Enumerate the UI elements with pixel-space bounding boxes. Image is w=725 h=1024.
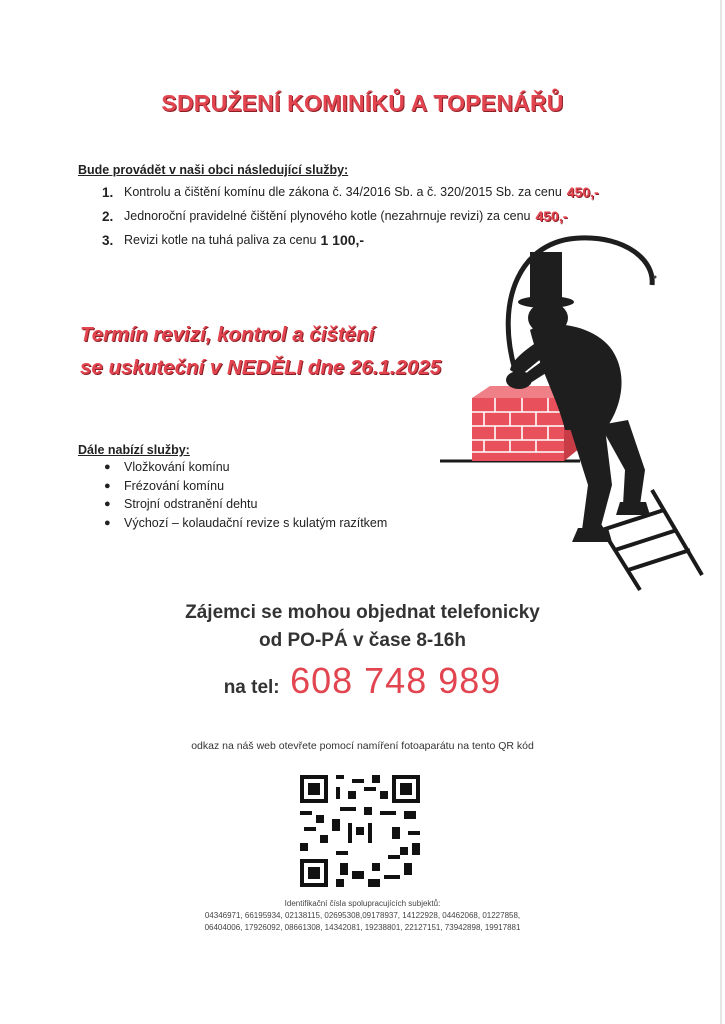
term-announcement: Termín revizí, kontrol a čištění se uskuteční v NEDĚLI dne 26.1.2025	[80, 323, 442, 379]
partner-ids: Identifikační čísla spolupracujících subjektů: 04346971, 66195934, 02138115, 02695308,09178937, 14122928, 04462068, 01227858, 06404006, 17926092, 08661308, 14342081, 19238801, 22127151, 73942898, 19917881	[204, 899, 521, 932]
services-heading: Bude provádět v naši obci následující služby:	[78, 163, 349, 177]
phone-number: 608 748 989	[290, 660, 502, 701]
contact-line-1: Zájemci se mohou objednat telefonicky	[185, 602, 540, 623]
contact-line-2: od PO-PÁ v čase 8-16h	[259, 630, 466, 651]
chimney-sweep-illustration	[440, 230, 705, 595]
service-item: 3. Revizi kotle na tuhá paliva za cenu 1 100,-	[102, 232, 365, 248]
price-badge: 450,-	[535, 208, 568, 224]
page-edge	[720, 0, 722, 1024]
list-item: ● Frézování komínu	[104, 478, 225, 493]
price-badge: 450,-	[566, 184, 599, 200]
service-item: 2. Jednoroční pravidelné čištění plynového kotle (nezahrnuje revizi) za cenu 450,-	[102, 208, 568, 224]
service-item: 1. Kontrolu a čištění komínu dle zákona č. 34/2016 Sb. a č. 320/2015 Sb. za cenu 450,-	[102, 184, 599, 200]
additional-heading: Dále nabízí služby:	[78, 443, 190, 457]
tel-label: na tel:	[223, 677, 280, 698]
list-item: ● Vložkování komínu	[104, 460, 230, 475]
list-item: ● Výchozí – kolaudační revize s kulatým razítkem	[104, 515, 388, 530]
page-title: SDRUŽENÍ KOMINÍKŮ A TOPENÁŘŮ	[161, 90, 564, 116]
qr-note: odkaz na náš web otevřete pomocí namíření fotoaparátu na tento QR kód	[191, 740, 534, 752]
qr-code-icon[interactable]	[300, 775, 420, 887]
price-badge: 1 100,-	[320, 232, 365, 248]
phone-line	[0, 660, 725, 702]
list-item: ● Strojní odstranění dehtu	[104, 497, 258, 512]
additional-list	[104, 458, 387, 532]
